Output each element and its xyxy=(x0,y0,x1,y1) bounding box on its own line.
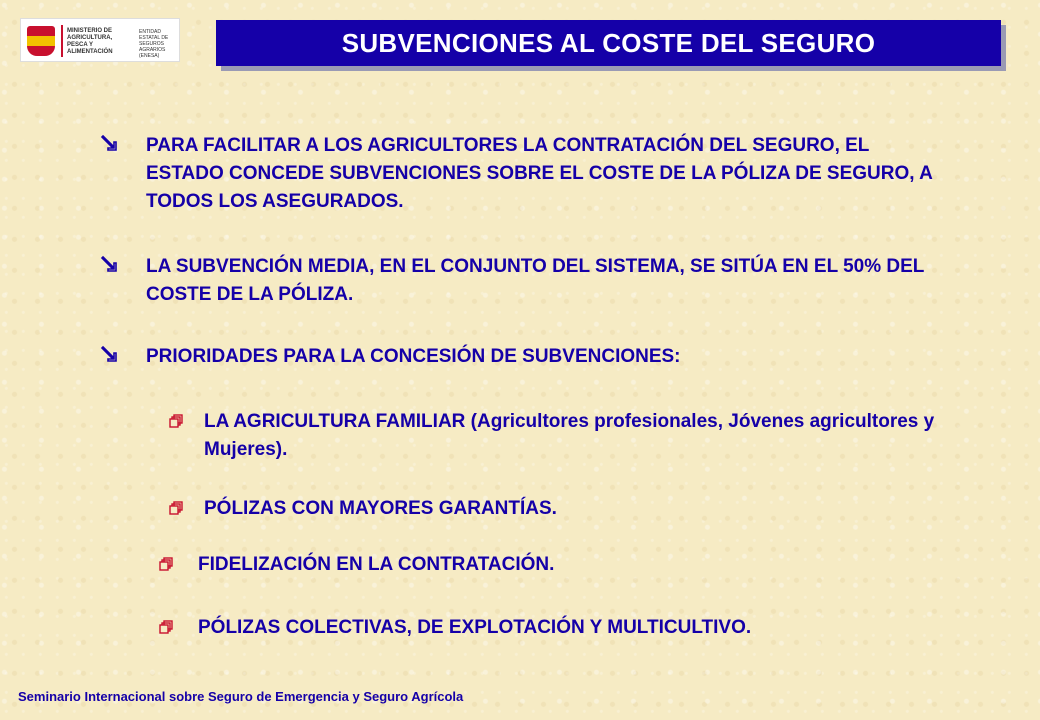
bullet-text: LA SUBVENCIÓN MEDIA, EN EL CONJUNTO DEL SISTEMA, SE SITÚA EN EL 50% DEL COSTE DE LA PÓLIZA. xyxy=(146,256,925,305)
sub-bullet-text: FIDELIZACIÓN EN LA CONTRATACIÓN. xyxy=(198,554,555,575)
stacked-boxes-icon xyxy=(158,557,174,573)
stacked-boxes-icon xyxy=(168,414,184,430)
logo-divider xyxy=(61,25,63,57)
sub-bullet-text: PÓLIZAS COLECTIVAS, DE EXPLOTACIÓN Y MULTICULTIVO. xyxy=(198,617,752,638)
stacked-boxes-icon xyxy=(158,620,174,636)
page-title: SUBVENCIONES AL COSTE DEL SEGURO xyxy=(216,20,1001,66)
bullet-text: PARA FACILITAR A LOS AGRICULTORES LA CONTRATACIÓN DEL SEGURO, EL ESTADO CONCEDE SUBVENCIONES SOBRE EL COSTE DE LA PÓLIZA DE SEGURO, A TODOS LOS ASEGURADOS. xyxy=(146,135,933,212)
sub-bullet-text: LA AGRICULTURA FAMILIAR (Agricultores profesionales, Jóvenes agricultores y Mujeres). xyxy=(204,411,935,460)
stacked-boxes-icon xyxy=(168,501,184,517)
sub-bullet-text: PÓLIZAS CON MAYORES GARANTÍAS. xyxy=(204,498,557,519)
arrow-bullet-icon xyxy=(100,253,122,275)
arrow-bullet-icon xyxy=(100,343,122,365)
arrow-bullet-icon xyxy=(100,132,122,154)
ministry-logo xyxy=(20,18,180,62)
logo-ministry-text: MINISTERIO DE AGRICULTURA, PESCA Y ALIMENTACIÓN xyxy=(67,28,113,55)
coat-of-arms-icon xyxy=(27,26,55,56)
bullet-text: PRIORIDADES PARA LA CONCESIÓN DE SUBVENCIONES: xyxy=(146,346,681,367)
logo-entity-text: ENTIDAD ESTATAL DE SEGUROS AGRARIOS (ENESA) xyxy=(139,29,169,59)
footer-text: Seminario Internacional sobre Seguro de Emergencia y Seguro Agrícola xyxy=(18,689,464,704)
